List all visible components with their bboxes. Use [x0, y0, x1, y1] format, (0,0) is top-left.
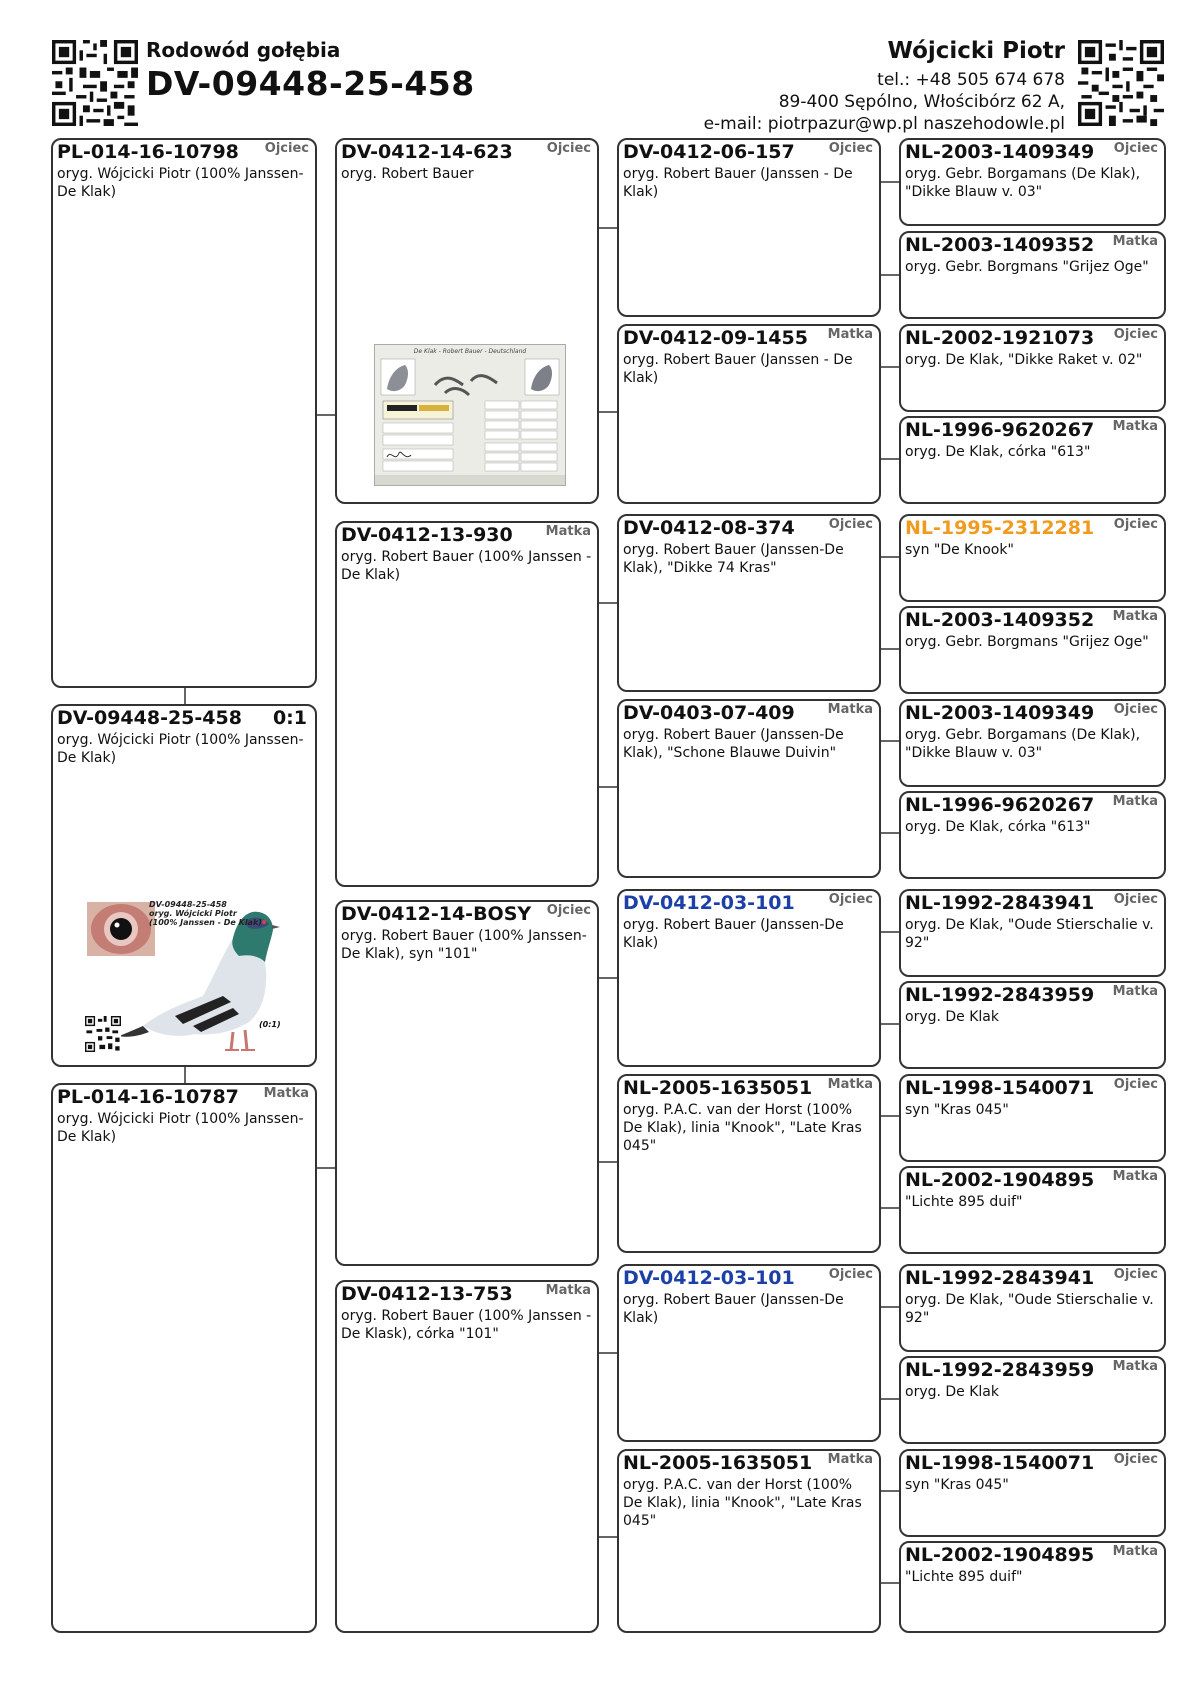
sex-label: Ojciec — [1113, 1077, 1158, 1092]
pigeon-description: oryg. Gebr. Borgamans (De Klak), "Dikke Blauw v. 03" — [905, 166, 1141, 200]
ancestor-card[interactable] — [899, 699, 1166, 787]
ancestor-card[interactable] — [899, 1356, 1166, 1444]
pigeon-description: oryg. Robert Bauer (100% Janssen - De Klask), córka "101" — [341, 1308, 592, 1342]
ring-number: NL-1996-9620267 — [905, 419, 1095, 441]
pigeon-description: oryg. Robert Bauer (Janssen - De Klak) — [623, 166, 853, 200]
sex-label: Ojciec — [1113, 517, 1158, 532]
pigeon-description: oryg. Robert Bauer (Janssen-De Klak) — [623, 1292, 844, 1326]
ring-number: NL-1992-2843959 — [905, 1359, 1095, 1381]
ring-number: DV-0412-08-374 — [623, 517, 795, 539]
ring-number: NL-2002-1904895 — [905, 1169, 1095, 1191]
sex-label: Ojciec — [1113, 702, 1158, 717]
great-grandparent-card[interactable] — [617, 699, 881, 878]
pigeon-description: oryg. Robert Bauer (Janssen-De Klak) — [623, 917, 844, 951]
ring-number: NL-2005-1635051 — [623, 1077, 813, 1099]
ancestor-card[interactable] — [899, 416, 1166, 504]
ring-number: DV-0403-07-409 — [623, 702, 795, 724]
pigeon-description: oryg. P.A.C. van der Horst (100% De Klak), linia "Knook", "Late Kras 045" — [623, 1477, 862, 1529]
pigeon-description: oryg. De Klak, "Oude Stierschalie v. 92" — [905, 1292, 1154, 1326]
great-grandparent-card[interactable] — [617, 138, 881, 317]
ancestor-card[interactable] — [899, 1449, 1166, 1537]
ring-number: NL-1992-2843959 — [905, 984, 1095, 1006]
ring-number: DV-0412-14-BOSY — [341, 903, 532, 925]
grandparent-card[interactable] — [335, 138, 599, 504]
ancestor-card[interactable] — [899, 138, 1166, 226]
great-grandparent-card[interactable] — [617, 324, 881, 504]
great-grandparent-card[interactable] — [617, 889, 881, 1067]
ancestor-card[interactable] — [899, 324, 1166, 412]
qr-code-icon — [52, 40, 138, 126]
sex-label: Ojciec — [1113, 1452, 1158, 1467]
ring-number: PL-014-16-10798 — [57, 141, 239, 163]
sex-label: Ojciec — [1113, 892, 1158, 907]
grandparent-card[interactable] — [335, 1280, 599, 1633]
sex-label: Matka — [827, 1077, 873, 1092]
ancestor-card[interactable] — [899, 1074, 1166, 1162]
sex-label: Matka — [1112, 794, 1158, 809]
grandparent-card[interactable] — [335, 900, 599, 1266]
pigeon-description: oryg. Wójcicki Piotr (100% Janssen-De Klak) — [57, 1111, 304, 1145]
ring-number: NL-2003-1409349 — [905, 702, 1095, 724]
sex-label: Ojciec — [828, 517, 873, 532]
ring-number: DV-0412-14-623 — [341, 141, 513, 163]
pigeon-description: oryg. Robert Bauer — [341, 166, 474, 182]
ring-number: NL-1996-9620267 — [905, 794, 1095, 816]
pigeon-description: oryg. Robert Bauer (100% Janssen - De Klak) — [341, 549, 592, 583]
pigeon-description: oryg. Robert Bauer (Janssen-De Klak), "Schone Blauwe Duivin" — [623, 727, 844, 761]
sex-label: Ojciec — [264, 141, 309, 156]
great-grandparent-card[interactable] — [617, 1449, 881, 1633]
sex-label: Ojciec — [828, 141, 873, 156]
ring-number: DV-09448-25-458 — [57, 707, 242, 729]
ring-number: NL-2003-1409349 — [905, 141, 1095, 163]
pigeon-description: oryg. Robert Bauer (Janssen-De Klak), "Dikke 74 Kras" — [623, 542, 844, 576]
ancestor-card[interactable] — [899, 1166, 1166, 1254]
pigeon-description: "Lichte 895 duif" — [905, 1194, 1023, 1210]
photo-owner: oryg. Wójcicki Piotr — [149, 909, 237, 918]
eye-ratio: 0:1 — [272, 707, 307, 729]
sex-label: Matka — [1112, 984, 1158, 999]
sex-label: Matka — [827, 1452, 873, 1467]
owner-phone: tel.: +48 505 674 678 — [877, 70, 1065, 90]
ring-number: NL-1992-2843941 — [905, 1267, 1095, 1289]
ancestor-card[interactable] — [899, 791, 1166, 879]
pigeon-description: oryg. Robert Bauer (100% Janssen-De Klak), syn "101" — [341, 928, 587, 962]
ring-number: NL-2003-1409352 — [905, 609, 1095, 631]
ring-number: DV-0412-13-753 — [341, 1283, 513, 1305]
great-grandparent-card[interactable] — [617, 514, 881, 692]
sex-label: Ojciec — [1113, 141, 1158, 156]
ring-number: NL-1998-1540071 — [905, 1452, 1095, 1474]
sex-label: Ojciec — [828, 1267, 873, 1282]
pigeon-description: oryg. De Klak — [905, 1384, 999, 1400]
ancestor-card[interactable] — [899, 889, 1166, 977]
ring-number: DV-0412-06-157 — [623, 141, 795, 163]
owner-name: Wójcicki Piotr — [887, 38, 1065, 64]
page-title: DV-09448-25-458 — [146, 64, 475, 103]
ancestor-card[interactable] — [899, 514, 1166, 602]
sex-label: Matka — [1112, 609, 1158, 624]
ancestor-card[interactable] — [899, 606, 1166, 694]
pigeon-description: oryg. Wójcicki Piotr (100% Janssen-De Klak) — [57, 166, 304, 200]
pigeon-description: "Lichte 895 duif" — [905, 1569, 1023, 1585]
pigeon-description: oryg. Wójcicki Piotr (100% Janssen-De Klak) — [57, 732, 304, 766]
sire-card[interactable] — [51, 138, 317, 688]
owner-address: 89-400 Sępólno, Włościbórz 62 A, — [778, 92, 1065, 112]
sex-label: Ojciec — [1113, 1267, 1158, 1282]
ring-number: NL-1998-1540071 — [905, 1077, 1095, 1099]
photo-ring-number: DV-09448-25-458 — [149, 900, 227, 909]
ancestor-card[interactable] — [899, 1264, 1166, 1352]
dam-card[interactable] — [51, 1083, 317, 1633]
ancestor-card[interactable] — [899, 231, 1166, 319]
ancestor-card[interactable] — [899, 981, 1166, 1069]
sex-label: Ojciec — [828, 892, 873, 907]
pigeon-description: oryg. De Klak, córka "613" — [905, 819, 1091, 835]
certificate-image — [374, 344, 566, 486]
pigeon-description: oryg. Robert Bauer (Janssen - De Klak) — [623, 352, 853, 386]
ring-number: NL-2002-1904895 — [905, 1544, 1095, 1566]
pigeon-description: syn "Kras 045" — [905, 1477, 1009, 1493]
sex-label: Matka — [827, 327, 873, 342]
sex-label: Ojciec — [546, 141, 591, 156]
ring-number: PL-014-16-10787 — [57, 1086, 239, 1108]
pigeon-description: oryg. De Klak — [905, 1009, 999, 1025]
sex-label: Matka — [1112, 419, 1158, 434]
sex-label: Matka — [1112, 1169, 1158, 1184]
ancestor-card[interactable] — [899, 1541, 1166, 1633]
ring-number: NL-2002-1921073 — [905, 327, 1095, 349]
ring-number: NL-1995-2312281 — [905, 517, 1095, 539]
ring-number: DV-0412-13-930 — [341, 524, 513, 546]
great-grandparent-card[interactable] — [617, 1264, 881, 1442]
grandparent-card[interactable] — [335, 521, 599, 887]
pigeon-description: oryg. P.A.C. van der Horst (100% De Klak), linia "Knook", "Late Kras 045" — [623, 1102, 862, 1154]
sex-label: Matka — [545, 1283, 591, 1298]
pigeon-description: oryg. Gebr. Borgmans "Grijez Oge" — [905, 634, 1149, 650]
sex-label: Ojciec — [546, 903, 591, 918]
pedigree-subtitle: Rodowód gołębia — [146, 38, 341, 62]
ring-number: NL-1992-2843941 — [905, 892, 1095, 914]
pigeon-description: oryg. De Klak, "Oude Stierschalie v. 92" — [905, 917, 1154, 951]
sex-label: Matka — [263, 1086, 309, 1101]
photo-ratio: (0:1) — [259, 1020, 281, 1029]
subject-card[interactable] — [51, 704, 317, 1067]
pigeon-description: syn "Kras 045" — [905, 1102, 1009, 1118]
pigeon-description: oryg. Gebr. Borgmans "Grijez Oge" — [905, 259, 1149, 275]
qr-code-icon — [1078, 40, 1164, 126]
certificate-heading: De Klak - Robert Bauer - Deutschland — [413, 348, 527, 355]
qr-code-icon — [85, 1016, 121, 1052]
pigeon-photo — [83, 898, 283, 1058]
ring-number: NL-2005-1635051 — [623, 1452, 813, 1474]
sex-label: Matka — [1112, 1544, 1158, 1559]
ring-number: DV-0412-09-1455 — [623, 327, 808, 349]
ring-number: DV-0412-03-101 — [623, 1267, 795, 1289]
pigeon-description: oryg. De Klak, "Dikke Raket v. 02" — [905, 352, 1143, 368]
sex-label: Ojciec — [1113, 327, 1158, 342]
ring-number: DV-0412-03-101 — [623, 892, 795, 914]
sex-label: Matka — [545, 524, 591, 539]
photo-breed: (100% Janssen - De Klak) — [149, 918, 262, 927]
great-grandparent-card[interactable] — [617, 1074, 881, 1253]
sex-label: Matka — [827, 702, 873, 717]
owner-contact: e-mail: piotrpazur@wp.pl naszehodowle.pl — [703, 114, 1065, 134]
pigeon-description: syn "De Knook" — [905, 542, 1014, 558]
sex-label: Matka — [1112, 234, 1158, 249]
pigeon-description: oryg. Gebr. Borgamans (De Klak), "Dikke Blauw v. 03" — [905, 727, 1141, 761]
sex-label: Matka — [1112, 1359, 1158, 1374]
pigeon-description: oryg. De Klak, córka "613" — [905, 444, 1091, 460]
ring-number: NL-2003-1409352 — [905, 234, 1095, 256]
